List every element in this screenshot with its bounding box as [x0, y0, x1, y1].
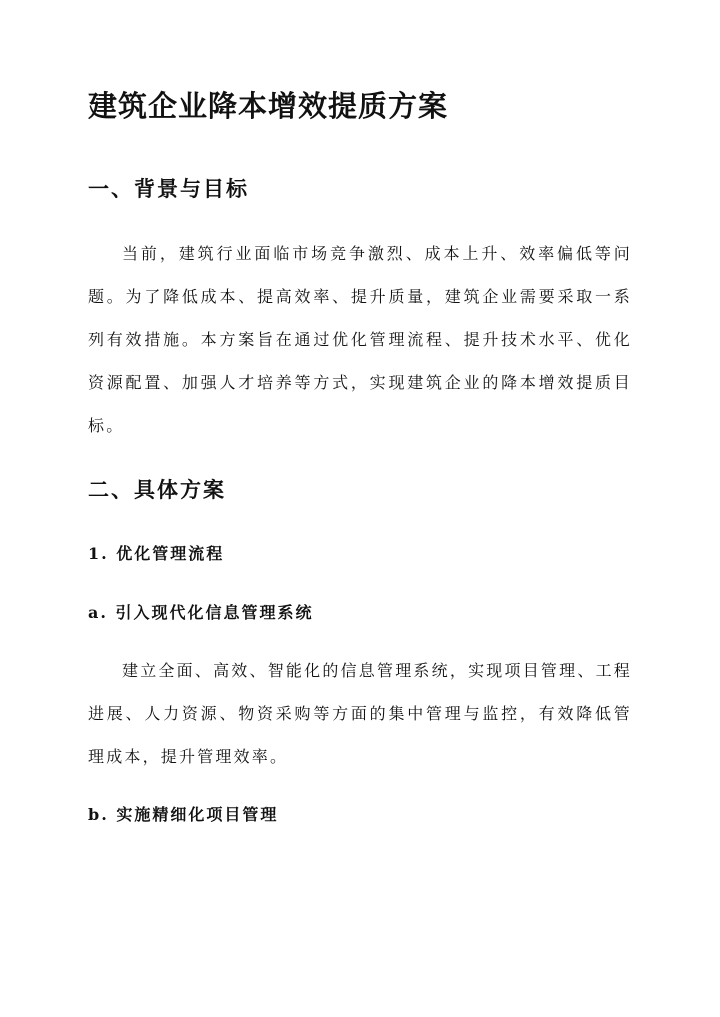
information-system-paragraph: 建立全面、高效、智能化的信息管理系统，实现项目管理、工程进展、人力资源、物资采购等方面的集中管理与监控，有效降低管理成本，提升管理效率。 [88, 661, 632, 766]
document-title: 建筑企业降本增效提质方案 [88, 89, 449, 123]
section-heading-plan: 二、具体方案 [88, 477, 226, 502]
subsection-heading-management-process: 1. 优化管理流程 [88, 544, 225, 563]
item-heading-project-management: b. 实施精细化项目管理 [88, 805, 279, 824]
section-heading-background: 一、背景与目标 [88, 176, 249, 201]
item-heading-information-system: a. 引入现代化信息管理系统 [88, 603, 314, 622]
background-paragraph: 当前，建筑行业面临市场竞争激烈、成本上升、效率偏低等问题。为了降低成本、提高效率、提升质量，建筑企业需要采取一系列有效措施。本方案旨在通过优化管理流程、提升技术水平、优化资源配置、加强人才培养等方式，实现建筑企业的降本增效提质目标。 [88, 244, 632, 435]
